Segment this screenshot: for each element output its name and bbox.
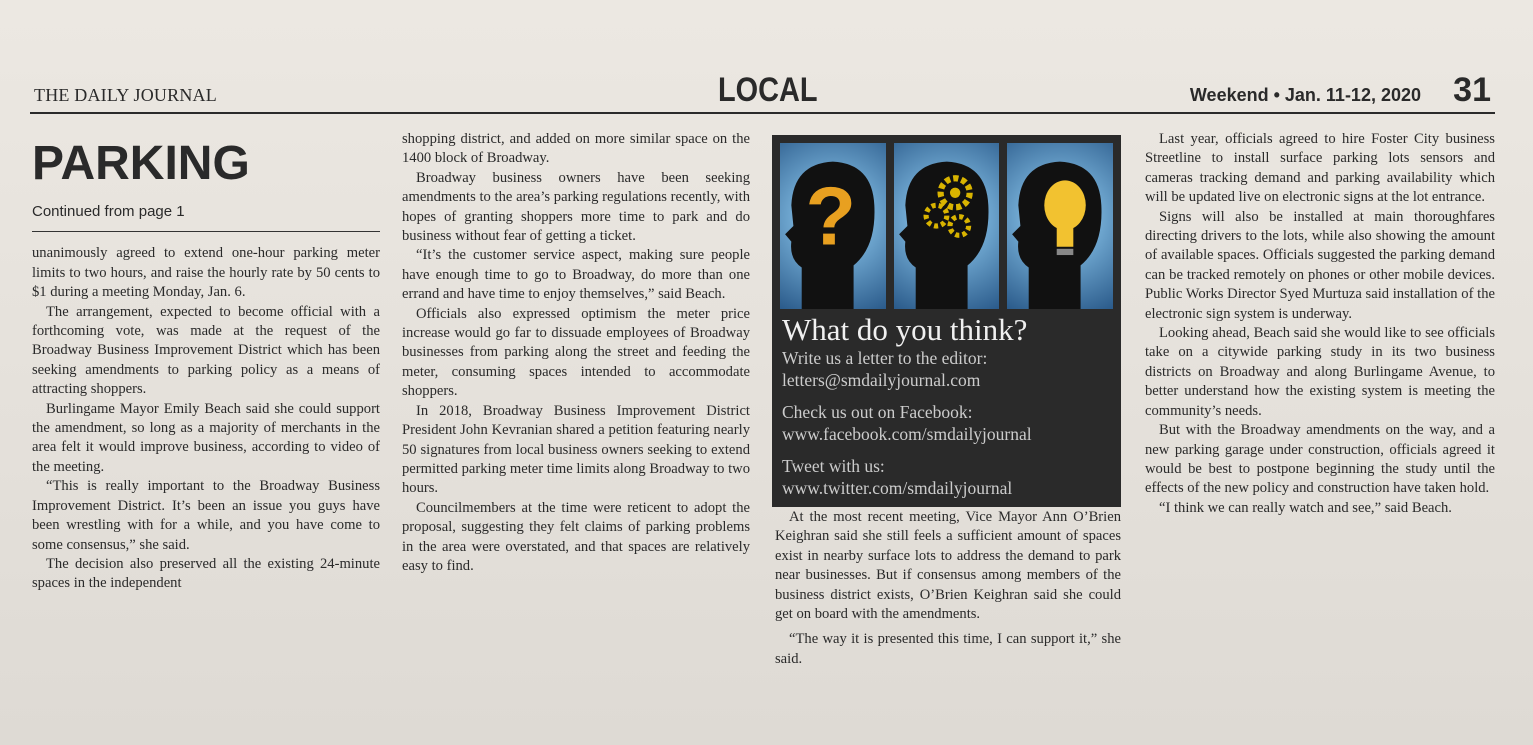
masthead xyxy=(30,62,1495,114)
paragraph: Looking ahead, Beach said she would like to see officials take on a citywide parking study in its two business districts on Broadway and along Burlingame Avenue, to better understand how the existing system is meeting the community’s needs. xyxy=(1145,325,1495,419)
lightbulb-head-icon xyxy=(1007,143,1113,309)
section-title: LOCAL xyxy=(718,71,818,109)
paragraph: “It’s the customer service aspect, making sure people have enough time to go to Broadway, do more than one errand and have time to enjoy themselves,” said Beach. xyxy=(402,247,750,303)
paragraph: Officials also expressed optimism the meter price increase would go far to dissuade employees of Broadway businesses from parking along the street and feeding the meter, consuming spaces intended to accommodate shoppers. xyxy=(402,305,750,400)
article-column-1 xyxy=(32,130,380,594)
paragraph: Last year, officials agreed to hire Foster City business Streetline to install surface parking lots sensors and cameras tracking demand and parking availability which will be updated live on electronic signs at the lot entrance. xyxy=(1145,131,1495,206)
dateline: Weekend • Jan. 11-12, 2020 xyxy=(1189,85,1421,105)
ad-image-panels xyxy=(772,135,1121,309)
feedback-ad xyxy=(772,135,1121,507)
svg-text:?: ? xyxy=(805,169,857,263)
paragraph: Burlingame Mayor Emily Beach said she could support the amendment, so long as a majority of merchants in the area felt it would improve business, according to video of the meeting. xyxy=(32,400,380,475)
twitter-label: Tweet with us: xyxy=(782,456,885,476)
paragraph: unanimously agreed to extend one-hour parking meter limits to two hours, and raise the hourly rate by 50 cents to $1 during a meeting Monday, Jan. 6. xyxy=(32,245,380,301)
question-mark-head-icon xyxy=(780,143,886,309)
paragraph: The decision also preserved all the existing 24-minute spaces in the independent xyxy=(32,555,380,592)
gears-head-icon xyxy=(894,143,1000,309)
ad-title: What do you think? xyxy=(782,312,1028,347)
page-number: 31 xyxy=(1453,71,1491,109)
email-link[interactable]: letters@smdailyjournal.com xyxy=(782,370,981,390)
paragraph: Broadway business owners have been seeking amendments to the area’s parking regulations recently, with hopes of granting shoppers more time to park and do business without fear of getting a ticket. xyxy=(402,169,750,245)
article-column-4 xyxy=(1145,130,1495,518)
paragraph: shopping district, and added on more similar space on the 1400 block of Broadway. xyxy=(402,131,750,167)
paragraph: In 2018, Broadway Business Improvement District President John Kevranian shared a petition featuring nearly 50 signatures from local business owners seeking to extend permitted parking meter time limits along Broadway to two hours. xyxy=(402,402,750,497)
continued-from: Continued from page 1 xyxy=(32,202,380,232)
paragraph: Signs will also be installed at main thoroughfares directing drivers to the lots, while also showing the amount of available spaces. Officials suggested the parking demand can be tracked remotely on phones or other mobile devices. Public Works Director Syed Murtuza said installation of the electronic sign system is underway. xyxy=(1145,208,1495,322)
paragraph: The arrangement, expected to become official with a forthcoming vote, was made at the request of the Broadway Business Improvement District which has been seeking amendments to parking policy as a means of attracting shoppers. xyxy=(32,303,380,398)
twitter-link[interactable]: www.twitter.com/smdailyjournal xyxy=(782,478,1013,498)
paragraph: “The way it is presented this time, I can support it,” she said. xyxy=(775,631,1121,667)
article-column-2 xyxy=(402,130,750,576)
paragraph: “I think we can really watch and see,” said Beach. xyxy=(1159,499,1452,516)
paragraph: “This is really important to the Broadway Business Improvement District. It’s been an issue you guys have been wrestling with for a while, and you have come to some consensus,” she said. xyxy=(32,478,380,553)
paragraph: Councilmembers at the time were reticent to adopt the proposal, suggesting they felt claims of parking problems in the area were overstated, and that spaces are relatively easy to find. xyxy=(402,499,750,574)
paragraph: But with the Broadway amendments on the way, and a new parking garage under construction, officials agreed it would be best to postpone beginning the study until the effects of the new policy and construction have taken hold. xyxy=(1145,422,1495,497)
paper-name: THE DAILY JOURNAL xyxy=(34,85,217,105)
paragraph: At the most recent meeting, Vice Mayor Ann O’Brien Keighran said she still feels a sufficient amount of spaces exist in nearby surface lots to address the demand to park near businesses. But if consensus among members of the business district exists, O’Brien Keighran said she could get on board with the amendments. xyxy=(775,509,1121,623)
headline: PARKING xyxy=(32,137,250,190)
facebook-label: Check us out on Facebook: xyxy=(782,402,973,422)
facebook-link[interactable]: www.facebook.com/smdailyjournal xyxy=(782,424,1032,444)
letter-label: Write us a letter to the editor: xyxy=(782,348,988,368)
article-column-3 xyxy=(775,508,1121,669)
